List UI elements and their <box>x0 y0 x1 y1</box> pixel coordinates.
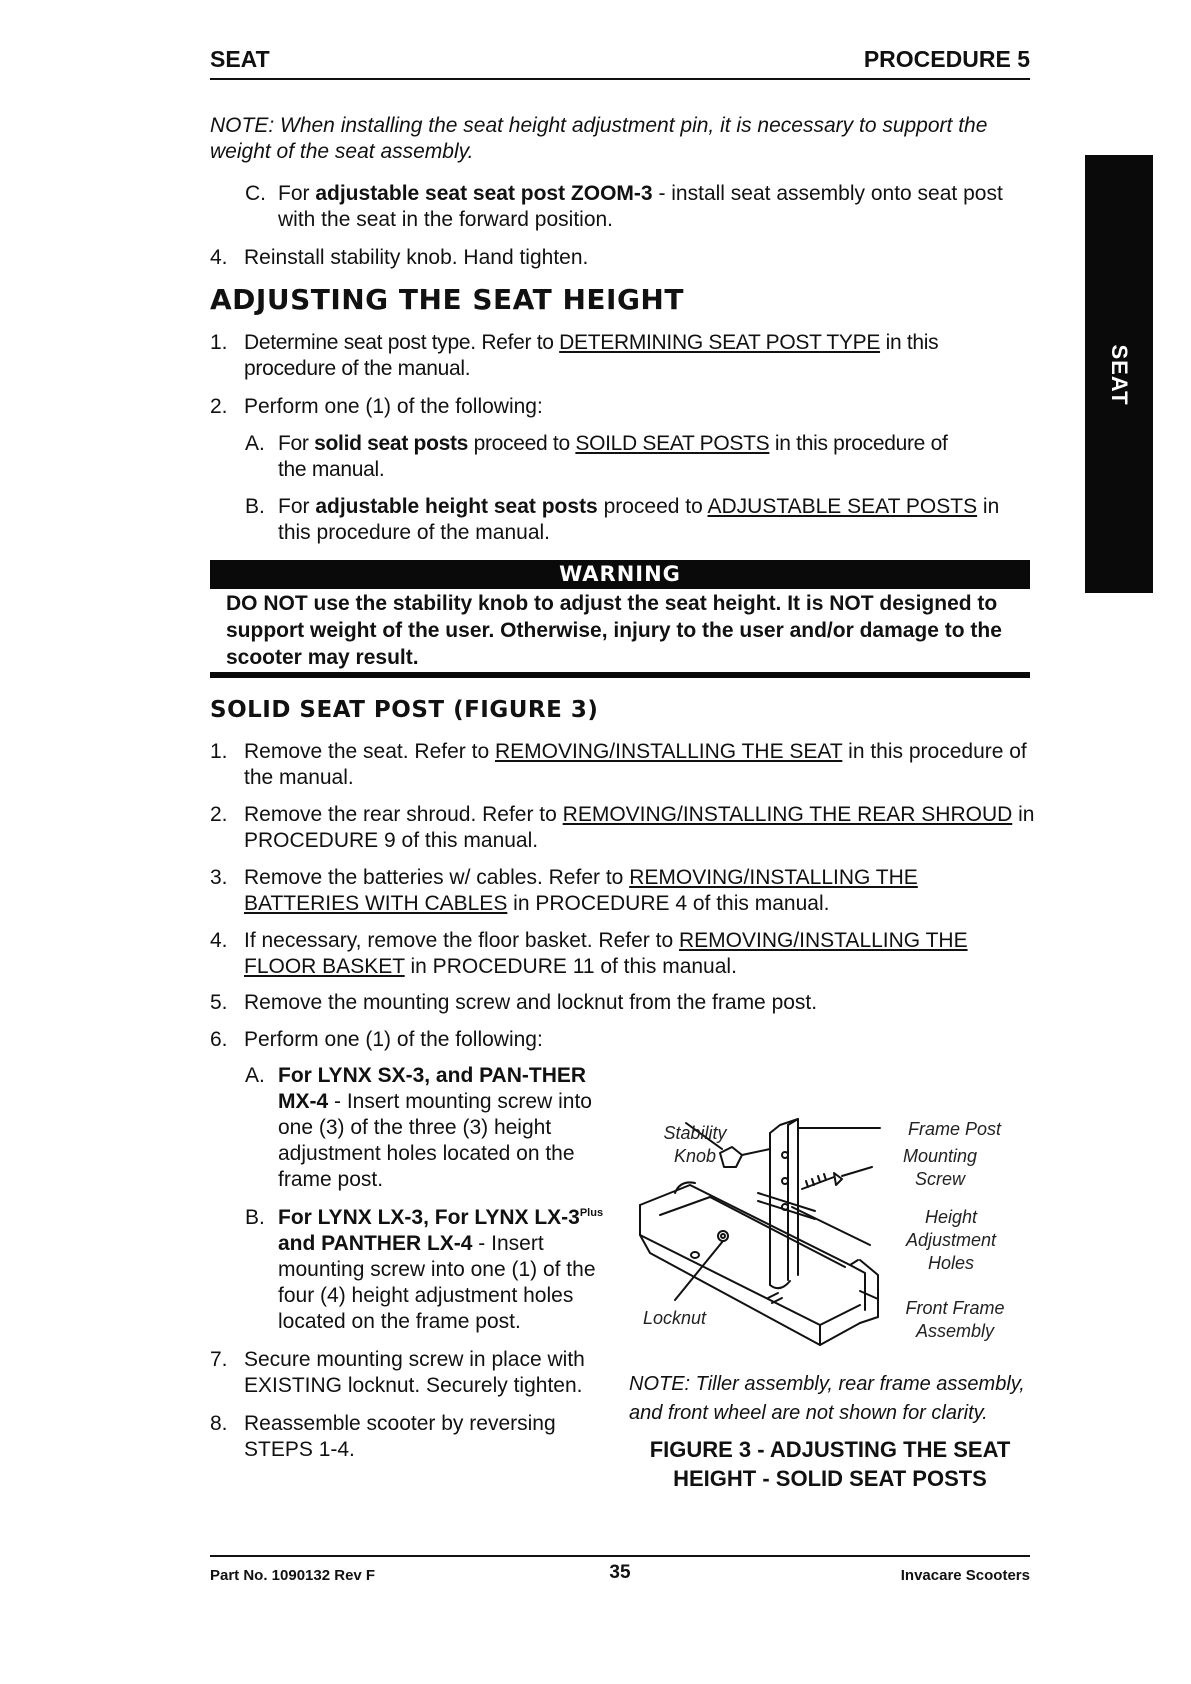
note-top: NOTE: When installing the seat height adjustment pin, it is necessary to support the weight of the seat assembly. <box>210 114 988 163</box>
solid-step-4: If necessary, remove the floor basket. Refer to REMOVING/INSTALLING THE FLOOR BASKET in PROCEDURE 11 of this manual. <box>244 929 968 978</box>
label-locknut: Locknut <box>643 1308 707 1328</box>
leader-mounting-screw <box>842 1167 872 1176</box>
warning-text: DO NOT use the stability knob to adjust the seat height. It is NOT designed to support weight of the user. Otherwise, injury to the user and/or damage to the scooter may result. <box>226 592 1002 669</box>
leader-front-frame <box>860 1291 878 1299</box>
label-stability-knob: Stability Knob <box>663 1123 727 1166</box>
solid-step-b-label: B. <box>245 1206 265 1229</box>
link-solid-seat-posts[interactable]: SOILD SEAT POSTS <box>575 432 770 455</box>
solid-step-b: For LYNX LX-3, For LYNX $LX-3^{Plus}$ and PANTHER LX-4 - Insert mounting screw into one (1) of the four (4) height adjustment holes located on the frame post. <box>278 1206 604 1333</box>
label-frame-post: Frame Post <box>908 1119 1002 1139</box>
link-removing-installing-floor-basket[interactable]: REMOVING/INSTALLING THE FLOOR BASKET <box>244 929 968 978</box>
warning-title-bar: WARNING <box>210 560 1030 589</box>
solid-step-3-label: 3. <box>210 866 228 889</box>
label-front-frame-assembly: Front Frame Assembly <box>905 1298 1005 1341</box>
header-section: SEAT <box>210 46 270 72</box>
solid-step-a-label: A. <box>245 1064 265 1087</box>
solid-step-6-label: 6. <box>210 1028 228 1051</box>
solid-step-7-text: Secure mounting screw in place with EXISTING locknut. Securely tighten. <box>244 1348 585 1397</box>
solid-step-3: Remove the batteries w/ cables. Refer to REMOVING/INSTALLING THE BATTERIES WITH CABLES in PROCEDURE 4 of this manual. <box>244 866 918 915</box>
solid-step-4-label: 4. <box>210 929 228 952</box>
step-4-text: Reinstall stability knob. Hand tighten. <box>244 246 589 269</box>
link-removing-installing-batteries[interactable]: REMOVING/INSTALLING THE BATTERIES WITH CABLES <box>244 866 918 915</box>
figure-note: NOTE: Tiller assembly, rear frame assembly, and front wheel are not shown for clarity. <box>629 1373 1025 1424</box>
link-determining-seat-post-type[interactable]: DETERMINING SEAT POST TYPE <box>559 331 881 354</box>
figure-caption: FIGURE 3 - ADJUSTING THE SEAT HEIGHT - SOLID SEAT POSTS <box>649 1437 1011 1491</box>
label-mounting-screw: Mounting Screw <box>902 1146 978 1189</box>
page-number: 35 <box>609 1562 631 1583</box>
solid-step-2: Remove the rear shroud. Refer to REMOVING/INSTALLING THE REAR SHROUD in PROCEDURE 9 of this manual. <box>244 803 1035 852</box>
adj-step-a-label: A. <box>245 432 265 455</box>
step-c: For adjustable seat seat post ZOOM-3 - install seat assembly onto seat post with the seat in the forward position. <box>278 182 1003 231</box>
warning-rule <box>210 672 1030 678</box>
link-removing-installing-rear-shroud[interactable]: REMOVING/INSTALLING THE REAR SHROUD <box>562 803 1013 826</box>
solid-step-a: For LYNX SX-3, and PAN-THER MX-4 - Insert mounting screw into one (3) of the three (3) height adjustment holes located on the frame post. <box>278 1064 592 1191</box>
side-tab-label: SEAT <box>1107 344 1132 406</box>
footer-brand: Invacare Scooters <box>900 1567 1030 1584</box>
frame-top-edge <box>640 1185 858 1265</box>
footer-rule <box>210 1555 1030 1557</box>
solid-step-8-label: 8. <box>210 1412 228 1435</box>
solid-step-1: Remove the seat. Refer to REMOVING/INSTALLING THE SEAT in this procedure of the manual. <box>244 740 1027 789</box>
side-section-tab <box>1085 155 1153 593</box>
link-adjustable-seat-posts[interactable]: ADJUSTABLE SEAT POSTS <box>707 495 978 518</box>
adj-step-b-label: B. <box>245 495 265 518</box>
solid-step-7-label: 7. <box>210 1348 228 1371</box>
solid-step-6-text: Perform one (1) of the following: <box>244 1028 543 1051</box>
solid-step-8-text: Reassemble scooter by reversing STEPS 1-4. <box>244 1412 556 1461</box>
leader-height-holes <box>792 1207 870 1245</box>
adj-step-2-label: 2. <box>210 395 228 418</box>
footer-part-number: Part No. 1090132 Rev F <box>210 1567 376 1584</box>
heading-adjusting-seat-height: ADJUSTING THE SEAT HEIGHT <box>210 283 684 316</box>
adj-step-1-label: 1. <box>210 331 228 354</box>
adj-step-1: Determine seat post type. Refer to DETERMINING SEAT POST TYPE in this procedure of the manual. <box>244 331 939 380</box>
adj-step-b: For adjustable height seat posts proceed to ADJUSTABLE SEAT POSTS in this procedure of the manual. <box>278 495 1000 544</box>
link-removing-installing-seat[interactable]: REMOVING/INSTALLING THE SEAT <box>494 740 843 763</box>
step-c-label: C. <box>245 182 266 205</box>
solid-step-5-label: 5. <box>210 991 228 1014</box>
step-4-label: 4. <box>210 246 228 269</box>
adj-step-a: For solid seat posts proceed to SOILD SEAT POSTS in this procedure of the manual. <box>278 432 948 481</box>
solid-step-5-text: Remove the mounting screw and locknut from the frame post. <box>244 991 818 1014</box>
page-header <box>210 44 1030 80</box>
label-height-adjustment-holes: Height Adjustment Holes <box>905 1207 997 1273</box>
header-procedure: PROCEDURE 5 <box>863 46 1030 72</box>
solid-step-1-label: 1. <box>210 740 228 763</box>
adj-step-2-text: Perform one (1) of the following: <box>244 395 543 418</box>
locknut-shape <box>718 1231 728 1241</box>
solid-step-2-label: 2. <box>210 803 228 826</box>
heading-solid-seat-post: SOLID SEAT POST (FIGURE 3) <box>210 697 599 723</box>
